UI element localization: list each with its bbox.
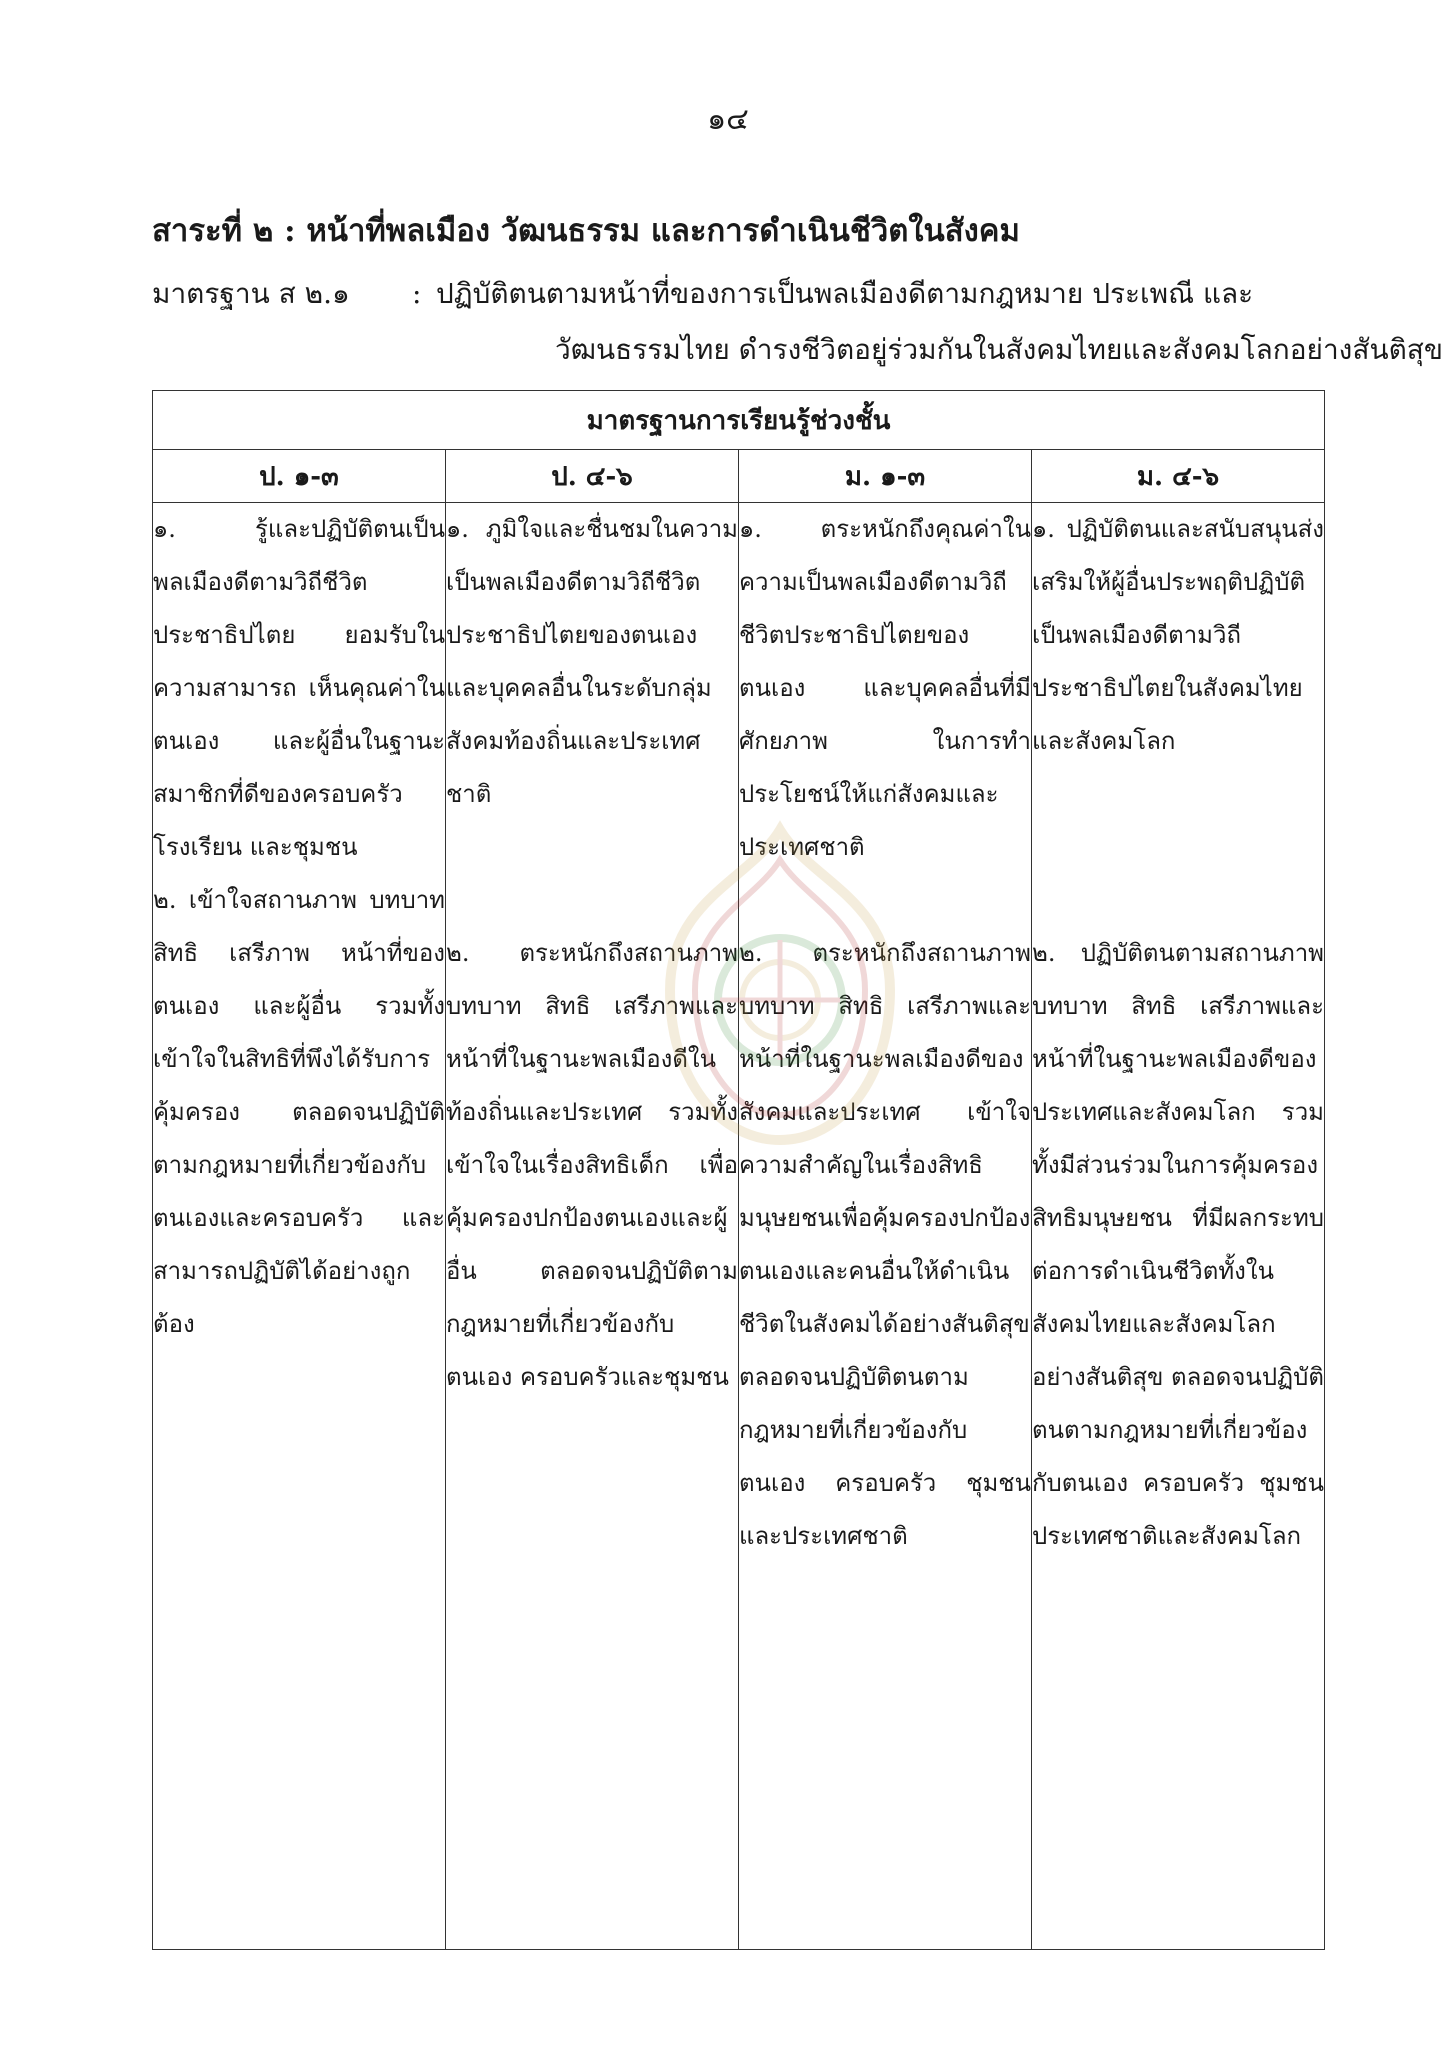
- standard-item-2: ๒. ตระหนักถึงสถานภาพ บทบาท สิทธิ เสรีภาพและหน้าที่ในฐานะพลเมืองดีของสังคมและประเทศ เข้าใจความสำคัญในเรื่องสิทธิมนุษยชนเพื่อคุ้มครองปกป้องตนเองและคนอื่นให้ดำเนินชีวิตในสังคมได้อย่างสันติสุข ตลอดจนปฏิบัติตนตามกฎหมายที่เกี่ยวข้องกับตนเอง ครอบครัว ชุมชน และประเทศชาติ: [739, 939, 1031, 1550]
- grade-header-p4-6: ป. ๔-๖: [446, 450, 739, 503]
- standard-item-1: ๑. ปฏิบัติตนและสนับสนุนส่งเสริมให้ผู้อื่นประพฤติปฏิบัติเป็นพลเมืองดีตามวิถีประชาธิปไตยในสังคมไทยและสังคมโลก: [1032, 515, 1324, 755]
- standard-item-1: ๑. ภูมิใจและชื่นชมในความเป็นพลเมืองดีตามวิถีชีวิตประชาธิปไตยของตนเอง และบุคคลอื่นในระดับกลุ่ม สังคมท้องถิ่นและประเทศชาติ: [446, 515, 738, 808]
- grade-header-p1-3: ป. ๑-๓: [153, 450, 446, 503]
- standard-statement: [152, 266, 1444, 378]
- strand-title: สาระที่ ๒ : หน้าที่พลเมือง วัฒนธรรม และการดำเนินชีวิตในสังคม: [152, 213, 1020, 249]
- grade-header-m4-6: ม. ๔-๖: [1032, 450, 1325, 503]
- standard-code: มาตรฐาน ส ๒.๑: [152, 277, 350, 310]
- column-cell-p4-6: [446, 503, 739, 1950]
- column-cell-p1-3: [153, 503, 446, 1950]
- page-number: ๑๔: [707, 102, 749, 137]
- standard-item-2: ๒. ตระหนักถึงสถานภาพ บทบาท สิทธิ เสรีภาพและหน้าที่ในฐานะพลเมืองดีในท้องถิ่นและประเทศ รวมทั้งเข้าใจในเรื่องสิทธิเด็ก เพื่อคุ้มครองปกป้องตนเองและผู้อื่น ตลอดจนปฏิบัติตามกฎหมายที่เกี่ยวข้องกับตนเอง ครอบครัวและชุมชน: [446, 939, 738, 1391]
- learning-standards-table-wrap: [152, 390, 1324, 1950]
- column-cell-m4-6: [1032, 503, 1325, 1950]
- standard-line-1: ปฏิบัติตนตามหน้าที่ของการเป็นพลเมืองดีตามกฎหมาย ประเพณี และ: [436, 277, 1254, 310]
- grade-header-m1-3: ม. ๑-๓: [739, 450, 1032, 503]
- standard-item-2: ๒. เข้าใจสถานภาพ บทบาท สิทธิ เสรีภาพ หน้าที่ของตนเอง และผู้อื่น รวมทั้งเข้าใจในสิทธิที่พึงได้รับการคุ้มครอง ตลอดจนปฏิบัติตามกฎหมายที่เกี่ยวข้องกับตนเองและครอบครัว และสามารถปฏิบัติได้อย่างถูกต้อง: [153, 886, 445, 1338]
- learning-standards-table: [152, 390, 1325, 1950]
- column-cell-m1-3: [739, 503, 1032, 1950]
- standard-item-2: ๒. ปฏิบัติตนตามสถานภาพ บทบาท สิทธิ เสรีภาพและหน้าที่ในฐานะพลเมืองดีของประเทศและสังคมโลก รวมทั้งมีส่วนร่วมในการคุ้มครองสิทธิมนุษยชน ที่มีผลกระทบต่อการดำเนินชีวิตทั้งในสังคมไทยและสังคมโลกอย่างสันติสุข ตลอดจนปฏิบัติตนตามกฎหมายที่เกี่ยวข้องกับตนเอง ครอบครัว ชุมชน ประเทศชาติและสังคมโลก: [1032, 939, 1324, 1550]
- standard-item-1: ๑. ตระหนักถึงคุณค่าในความเป็นพลเมืองดีตามวิถีชีวิตประชาธิปไตยของตนเอง และบุคคลอื่นที่มีศักยภาพ ในการทำประโยชน์ให้แก่สังคมและประเทศชาติ: [739, 515, 1031, 861]
- standard-line-2: วัฒนธรรมไทย ดำรงชีวิตอยู่ร่วมกันในสังคมไทยและสังคมโลกอย่างสันติสุข: [555, 333, 1444, 366]
- standard-colon: :: [412, 277, 422, 310]
- table-main-header: มาตรฐานการเรียนรู้ช่วงชั้น: [153, 391, 1325, 450]
- standard-item-1: ๑. รู้และปฏิบัติตนเป็นพลเมืองดีตามวิถีชีวิตประชาธิปไตย ยอมรับในความสามารถ เห็นคุณค่าในตนเอง และผู้อื่นในฐานะสมาชิกที่ดีของครอบครัว โรงเรียน และชุมชน: [153, 515, 445, 861]
